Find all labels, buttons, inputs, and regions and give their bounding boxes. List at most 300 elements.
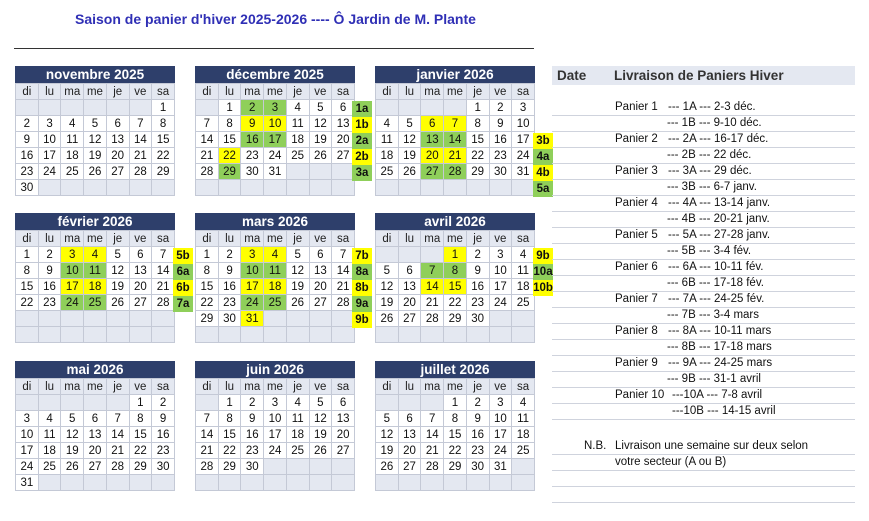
day-cell: 26 <box>376 459 399 475</box>
day-cell: 23 <box>38 295 61 311</box>
week-row <box>16 116 175 132</box>
weekday-row <box>196 84 355 100</box>
day-cell: 11 <box>84 263 107 279</box>
panier-label: Panier 2 <box>615 133 658 145</box>
day-cell: 2 <box>218 247 241 263</box>
weekday-label: sa <box>512 231 535 247</box>
week-row <box>376 311 535 327</box>
day-cell: 12 <box>309 411 332 427</box>
delivery-dates: --- 2B --- 22 déc. <box>667 149 752 161</box>
day-cell: 13 <box>106 132 129 148</box>
day-cell: 25 <box>286 443 309 459</box>
day-cell: 2 <box>152 395 175 411</box>
delivery-dates: --- 6B --- 17-18 fév. <box>667 277 764 289</box>
week-row <box>196 427 355 443</box>
weekday-row <box>376 84 535 100</box>
week-row <box>376 327 535 343</box>
day-cell: 11 <box>264 263 287 279</box>
empty-day <box>152 475 175 491</box>
empty-day <box>196 180 219 196</box>
delivery-code: 10a <box>533 266 553 278</box>
weekday-label: me <box>264 379 287 395</box>
day-cell: 10 <box>264 411 287 427</box>
weekday-label: ve <box>489 231 512 247</box>
week-row <box>196 443 355 459</box>
day-cell: 18 <box>61 148 84 164</box>
day-cell: 17 <box>16 443 39 459</box>
day-cell: 25 <box>512 295 535 311</box>
legend-row <box>552 276 855 292</box>
month-grid <box>15 83 175 196</box>
day-cell: 29 <box>196 311 219 327</box>
week-row <box>196 116 355 132</box>
week-row <box>376 116 535 132</box>
day-cell: 20 <box>84 443 107 459</box>
day-cell: 6 <box>398 263 421 279</box>
day-cell: 2 <box>466 395 489 411</box>
delivery-code: 4b <box>533 165 553 181</box>
day-cell: 18 <box>264 279 287 295</box>
day-cell: 22 <box>466 148 489 164</box>
weekday-label: di <box>376 379 399 395</box>
week-row <box>196 263 355 279</box>
delivery-dates: --- 6A --- 10-11 fév. <box>668 261 764 273</box>
day-cell: 12 <box>376 279 399 295</box>
empty-day <box>106 327 129 343</box>
week-row <box>16 475 175 491</box>
day-cell: 10 <box>38 132 61 148</box>
month-grid <box>195 83 355 196</box>
empty-day <box>106 395 129 411</box>
day-cell: 5 <box>376 411 399 427</box>
day-cell: 15 <box>196 279 219 295</box>
day-cell: 16 <box>466 427 489 443</box>
empty-day <box>38 475 61 491</box>
day-cell: 21 <box>106 443 129 459</box>
calendar-jun <box>195 361 355 491</box>
empty-day <box>152 180 175 196</box>
empty-day <box>129 327 152 343</box>
legend-row <box>552 212 855 228</box>
empty-day <box>196 100 219 116</box>
empty-day <box>309 459 332 475</box>
day-cell: 28 <box>129 164 152 180</box>
empty-day <box>61 100 84 116</box>
panier-label: Panier 4 <box>615 197 658 209</box>
day-cell: 10 <box>489 263 512 279</box>
day-cell: 25 <box>84 295 107 311</box>
week-row <box>376 148 535 164</box>
day-cell: 17 <box>61 279 84 295</box>
delivery-dates: --- 9B --- 31-1 avril <box>667 373 761 385</box>
day-cell: 3 <box>61 247 84 263</box>
day-cell: 25 <box>61 164 84 180</box>
day-cell: 9 <box>466 263 489 279</box>
delivery-code: 8b <box>352 280 372 296</box>
day-cell: 17 <box>489 427 512 443</box>
day-cell: 5 <box>309 395 332 411</box>
delivery-code: 1b <box>352 117 372 133</box>
empty-day <box>218 327 241 343</box>
weekday-label: di <box>196 379 219 395</box>
day-cell: 20 <box>398 295 421 311</box>
week-row <box>16 395 175 411</box>
delivery-dates: --- 5B --- 3-4 fév. <box>667 245 752 257</box>
day-cell: 9 <box>241 411 264 427</box>
day-cell: 4 <box>264 247 287 263</box>
empty-day <box>241 180 264 196</box>
week-row <box>16 327 175 343</box>
empty-day <box>152 327 175 343</box>
empty-day <box>38 327 61 343</box>
legend-row <box>552 180 855 196</box>
code-spacer <box>533 328 553 344</box>
delivery-code: 7a <box>173 296 193 312</box>
week-row <box>196 395 355 411</box>
code-spacer <box>533 117 553 133</box>
empty-day <box>84 327 107 343</box>
day-cell: 13 <box>421 132 444 148</box>
empty-day <box>286 311 309 327</box>
delivery-codes-jan <box>533 117 553 213</box>
day-cell: 11 <box>286 116 309 132</box>
day-cell: 30 <box>489 164 512 180</box>
day-cell: 3 <box>38 116 61 132</box>
day-cell: 16 <box>38 279 61 295</box>
day-cell: 13 <box>398 427 421 443</box>
weekday-label: di <box>16 84 39 100</box>
week-row <box>196 475 355 491</box>
delivery-code: 9a <box>352 296 372 312</box>
weekday-label: ve <box>309 231 332 247</box>
day-cell: 28 <box>152 295 175 311</box>
day-cell: 24 <box>38 164 61 180</box>
day-cell: 23 <box>16 164 39 180</box>
empty-day <box>512 475 535 491</box>
week-row <box>376 132 535 148</box>
empty-day <box>466 327 489 343</box>
delivery-code: 2b <box>352 149 372 165</box>
empty-day <box>309 180 332 196</box>
day-cell: 11 <box>512 411 535 427</box>
empty-day <box>61 180 84 196</box>
weekday-label: ma <box>61 84 84 100</box>
code-spacer <box>352 328 372 344</box>
delivery-dates: ---10A --- 7-8 avril <box>672 389 763 401</box>
day-cell: 26 <box>376 311 399 327</box>
day-cell: 13 <box>332 411 355 427</box>
legend-row <box>552 228 855 244</box>
day-cell: 21 <box>421 295 444 311</box>
week-row <box>16 180 175 196</box>
legend-row <box>552 148 855 164</box>
day-cell: 15 <box>218 427 241 443</box>
empty-day <box>16 395 39 411</box>
month-title: février 2026 <box>15 213 175 230</box>
delivery-code: 10b <box>533 282 553 294</box>
week-row <box>16 443 175 459</box>
delivery-dates: --- 7A --- 24-25 fév. <box>668 293 765 305</box>
day-cell: 21 <box>332 279 355 295</box>
nb-row <box>552 455 855 471</box>
weekday-label: di <box>196 84 219 100</box>
delivery-dates: --- 8A --- 10-11 mars <box>668 325 772 337</box>
day-cell: 24 <box>16 459 39 475</box>
day-cell: 25 <box>38 459 61 475</box>
day-cell: 24 <box>61 295 84 311</box>
code-spacer <box>533 296 553 312</box>
empty-day <box>152 311 175 327</box>
day-cell: 6 <box>332 395 355 411</box>
day-cell: 23 <box>241 443 264 459</box>
empty-day <box>309 475 332 491</box>
calendar-jan <box>375 66 535 196</box>
day-cell: 18 <box>84 279 107 295</box>
empty-day <box>398 395 421 411</box>
panier-label: Panier 9 <box>615 357 658 369</box>
day-cell: 22 <box>444 443 467 459</box>
day-cell: 12 <box>398 132 421 148</box>
delivery-legend <box>552 66 855 468</box>
day-cell: 19 <box>309 132 332 148</box>
day-cell: 7 <box>129 116 152 132</box>
day-cell: 18 <box>286 427 309 443</box>
day-cell: 2 <box>16 116 39 132</box>
day-cell: 30 <box>241 459 264 475</box>
day-cell: 2 <box>241 395 264 411</box>
weekday-label: lu <box>398 379 421 395</box>
day-cell: 15 <box>152 132 175 148</box>
day-cell: 27 <box>84 459 107 475</box>
delivery-dates: --- 5A --- 27-28 janv. <box>668 229 771 241</box>
weekday-label: ma <box>61 231 84 247</box>
day-cell: 16 <box>152 427 175 443</box>
empty-day <box>129 100 152 116</box>
week-row <box>196 132 355 148</box>
calendar-feb <box>15 213 175 343</box>
code-spacer <box>173 312 193 328</box>
legend-row <box>552 340 855 356</box>
day-cell: 30 <box>16 180 39 196</box>
code-spacer <box>533 312 553 328</box>
empty-day <box>264 311 287 327</box>
weekday-label: me <box>84 379 107 395</box>
empty-day <box>489 327 512 343</box>
day-cell: 10 <box>241 263 264 279</box>
week-row <box>376 443 535 459</box>
day-cell: 23 <box>489 148 512 164</box>
panier-label: Panier 8 <box>615 325 658 337</box>
empty-day <box>264 475 287 491</box>
empty-day <box>421 247 444 263</box>
empty-day <box>84 100 107 116</box>
empty-day <box>376 247 399 263</box>
empty-day <box>398 247 421 263</box>
week-row <box>16 100 175 116</box>
weekday-label: ma <box>241 84 264 100</box>
day-cell: 1 <box>466 100 489 116</box>
day-cell: 21 <box>196 148 219 164</box>
day-cell: 29 <box>218 164 241 180</box>
empty-day <box>421 395 444 411</box>
day-cell: 5 <box>398 116 421 132</box>
day-cell: 26 <box>398 164 421 180</box>
day-cell: 28 <box>421 459 444 475</box>
day-cell: 1 <box>444 247 467 263</box>
day-cell: 12 <box>84 132 107 148</box>
delivery-code: 5b <box>173 248 193 264</box>
week-row <box>376 411 535 427</box>
delivery-codes-apr <box>533 248 553 344</box>
delivery-code: 2a <box>352 133 372 149</box>
weekday-label: sa <box>332 84 355 100</box>
weekday-label: me <box>444 84 467 100</box>
weekday-label: sa <box>152 231 175 247</box>
day-cell: 16 <box>16 148 39 164</box>
weekday-label: je <box>286 231 309 247</box>
legend-row <box>552 132 855 148</box>
day-cell: 1 <box>444 395 467 411</box>
day-cell: 19 <box>106 279 129 295</box>
day-cell: 1 <box>129 395 152 411</box>
day-cell: 22 <box>218 443 241 459</box>
weekday-label: ma <box>421 379 444 395</box>
weekday-label: sa <box>152 84 175 100</box>
day-cell: 20 <box>332 132 355 148</box>
day-cell: 5 <box>309 100 332 116</box>
day-cell: 4 <box>376 116 399 132</box>
empty-day <box>376 475 399 491</box>
delivery-dates: --- 1B --- 9-10 déc. <box>667 117 762 129</box>
weekday-label: lu <box>218 231 241 247</box>
day-cell: 24 <box>264 148 287 164</box>
weekday-label: me <box>264 231 287 247</box>
empty-day <box>512 180 535 196</box>
empty-day <box>196 327 219 343</box>
day-cell: 20 <box>398 443 421 459</box>
delivery-dates: ---10B --- 14-15 avril <box>672 405 776 417</box>
day-cell: 17 <box>489 279 512 295</box>
day-cell: 11 <box>512 263 535 279</box>
day-cell: 12 <box>106 263 129 279</box>
day-cell: 27 <box>398 311 421 327</box>
weekday-label: me <box>264 84 287 100</box>
day-cell: 15 <box>444 279 467 295</box>
month-title: janvier 2026 <box>375 66 535 83</box>
empty-day <box>512 327 535 343</box>
weekday-label: me <box>84 231 107 247</box>
day-cell: 29 <box>444 311 467 327</box>
empty-day <box>84 180 107 196</box>
day-cell: 26 <box>309 148 332 164</box>
empty-day <box>444 100 467 116</box>
empty-day <box>264 459 287 475</box>
code-spacer <box>173 328 193 344</box>
empty-day <box>309 311 332 327</box>
weekday-label: ve <box>489 84 512 100</box>
legend-row <box>552 292 855 308</box>
calendar-dec <box>195 66 355 196</box>
day-cell: 3 <box>264 395 287 411</box>
week-row <box>16 247 175 263</box>
empty-day <box>264 327 287 343</box>
day-cell: 28 <box>106 459 129 475</box>
day-cell: 19 <box>398 148 421 164</box>
empty-day <box>421 180 444 196</box>
week-row <box>376 475 535 491</box>
day-cell: 14 <box>129 132 152 148</box>
legend-livraison-header: Livraison de Paniers Hiver <box>614 68 784 83</box>
day-cell: 15 <box>444 427 467 443</box>
day-cell: 5 <box>106 247 129 263</box>
weekday-label: je <box>286 84 309 100</box>
day-cell: 2 <box>241 100 264 116</box>
week-row <box>376 247 535 263</box>
nb-row <box>552 439 855 455</box>
empty-day <box>196 475 219 491</box>
calendar-nov <box>15 66 175 196</box>
week-row <box>376 279 535 295</box>
month-title: avril 2026 <box>375 213 535 230</box>
empty-day <box>129 180 152 196</box>
day-cell: 4 <box>512 395 535 411</box>
day-cell: 6 <box>332 100 355 116</box>
day-cell: 19 <box>309 427 332 443</box>
day-cell: 27 <box>332 443 355 459</box>
week-row <box>196 164 355 180</box>
title-underline <box>14 48 534 49</box>
weekday-row <box>376 231 535 247</box>
day-cell: 15 <box>218 132 241 148</box>
month-grid <box>375 378 535 491</box>
empty-day <box>376 180 399 196</box>
weekday-label: sa <box>332 379 355 395</box>
day-cell: 26 <box>309 443 332 459</box>
legend-row <box>552 244 855 260</box>
empty-day <box>38 395 61 411</box>
day-cell: 15 <box>129 427 152 443</box>
week-row <box>16 279 175 295</box>
day-cell: 16 <box>218 279 241 295</box>
legend-row <box>552 404 855 420</box>
month-title: novembre 2025 <box>15 66 175 83</box>
day-cell: 11 <box>286 411 309 427</box>
day-cell: 28 <box>332 295 355 311</box>
legend-row <box>552 260 855 276</box>
weekday-row <box>196 231 355 247</box>
delivery-code: 7b <box>352 248 372 264</box>
day-cell: 19 <box>376 443 399 459</box>
empty-day <box>286 475 309 491</box>
empty-day <box>61 475 84 491</box>
empty-day <box>84 475 107 491</box>
day-cell: 4 <box>61 116 84 132</box>
day-cell: 22 <box>129 443 152 459</box>
delivery-dates: --- 9A --- 24-25 mars <box>668 357 773 369</box>
empty-day <box>444 327 467 343</box>
day-cell: 27 <box>129 295 152 311</box>
day-cell: 26 <box>61 459 84 475</box>
delivery-dates: --- 7B --- 3-4 mars <box>667 309 759 321</box>
day-cell: 1 <box>16 247 39 263</box>
empty-day <box>16 327 39 343</box>
calendar-jul <box>375 361 535 491</box>
month-grid <box>195 230 355 343</box>
empty-day <box>61 395 84 411</box>
delivery-code: 3b <box>533 133 553 149</box>
day-cell: 16 <box>489 132 512 148</box>
month-grid <box>375 83 535 196</box>
